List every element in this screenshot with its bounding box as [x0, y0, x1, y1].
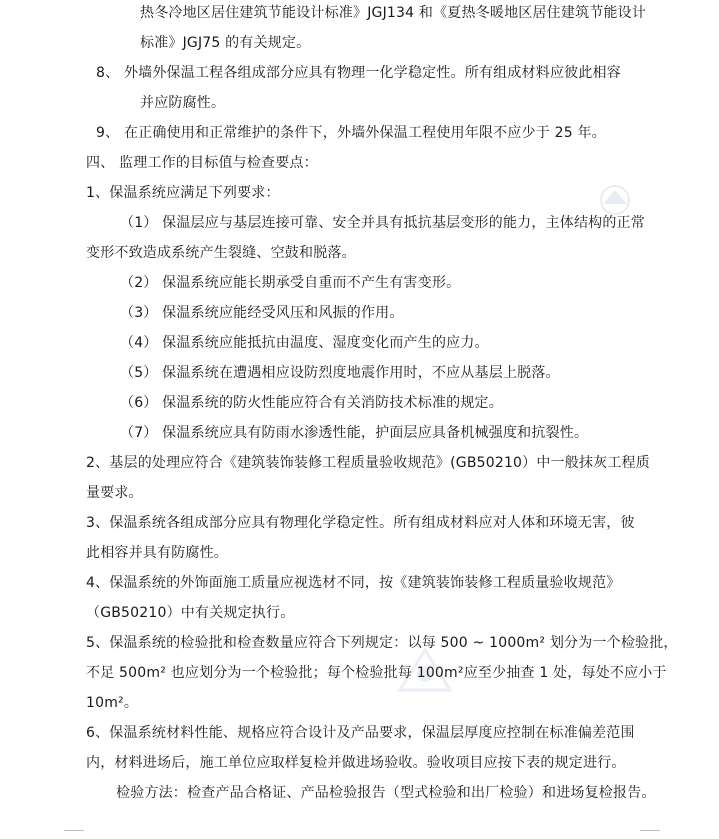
text-line: 不足 500m² 也应划分为一个检验批；每个检验批每 100m²应至少抽查 1 处，每处不应小于 [86, 665, 667, 681]
text-line: 变形不致造成系统产生裂缝、空鼓和脱落。 [86, 245, 356, 261]
text-line: 内，材料进场后，施工单位应取样复检并做进场验收。验收项目应按下表的规定进行。 [86, 755, 626, 771]
text-line: 量要求。 [86, 485, 143, 501]
inspection-method: 检验方法：检查产品合格证、产品检验报告（型式检验和出厂检验）和进场复检报告。 [116, 785, 656, 801]
text-line: 热冬冷地区居住建筑节能设计标准》JGJ134 和《夏热冬暖地区居住建筑节能设计 [140, 5, 647, 21]
sub-item-7: （7） 保温系统应具有防雨水渗透性能，护面层应具备机械强度和抗裂性。 [120, 425, 589, 441]
sub-item-5: （5） 保温系统在遭遇相应设防烈度地震作用时，不应从基层上脱落。 [120, 365, 560, 381]
item-5: 5、保温系统的检验批和检查数量应符合下列规定：以每 500 ~ 1000m² 划分为一个检验批， [86, 635, 678, 651]
text-line: 并应防腐性。 [140, 95, 226, 111]
item-heading: 1、保温系统应满足下列要求： [86, 185, 280, 201]
item-3: 3、保温系统各组成部分应具有物理化学稳定性。所有组成材料应对人体和环境无害，彼 [86, 515, 635, 531]
sub-item-3: （3） 保温系统应能经受风压和风振的作用。 [120, 305, 404, 321]
page-corner-mark [640, 830, 660, 831]
text-line: 10m²。 [86, 695, 139, 711]
section-heading: 四、 监理工作的目标值与检查要点： [86, 155, 318, 171]
text-line: （GB50210）中有关规定执行。 [86, 605, 295, 621]
list-item-8: 8、 外墙外保温工程各组成部分应具有物理一化学稳定性。所有组成材料应彼此相容 [96, 65, 621, 81]
item-2: 2、基层的处理应符合《建筑装饰装修工程质量验收规范》(GB50210）中一般抹灰工程质 [86, 455, 650, 471]
sub-item-6: （6） 保温系统的防火性能应符合有关消防技术标准的规定。 [120, 395, 503, 411]
sub-item-1: （1） 保温层应与基层连接可靠、安全并具有抵抗基层变形的能力，主体结构的正常 [120, 215, 645, 231]
list-item-9: 9、 在正确使用和正常维护的条件下，外墙外保温工程使用年限不应少于 25 年。 [96, 125, 606, 141]
sub-item-4: （4） 保温系统应能抵抗由温度、湿度变化而产生的应力。 [120, 335, 489, 351]
text-line: 标准》JGJ75 的有关规定。 [140, 35, 311, 51]
item-4: 4、保温系统的外饰面施工质量应视选材不同，按《建筑装饰装修工程质量验收规范》 [86, 575, 621, 591]
page-corner-mark [64, 830, 84, 831]
sub-item-2: （2） 保温系统应能长期承受自重而不产生有害变形。 [120, 275, 461, 291]
text-line: 此相容并具有防腐性。 [86, 545, 228, 561]
item-6: 6、保温系统材料性能、规格应符合设计及产品要求，保温层厚度应控制在标准偏差范围 [86, 725, 635, 741]
